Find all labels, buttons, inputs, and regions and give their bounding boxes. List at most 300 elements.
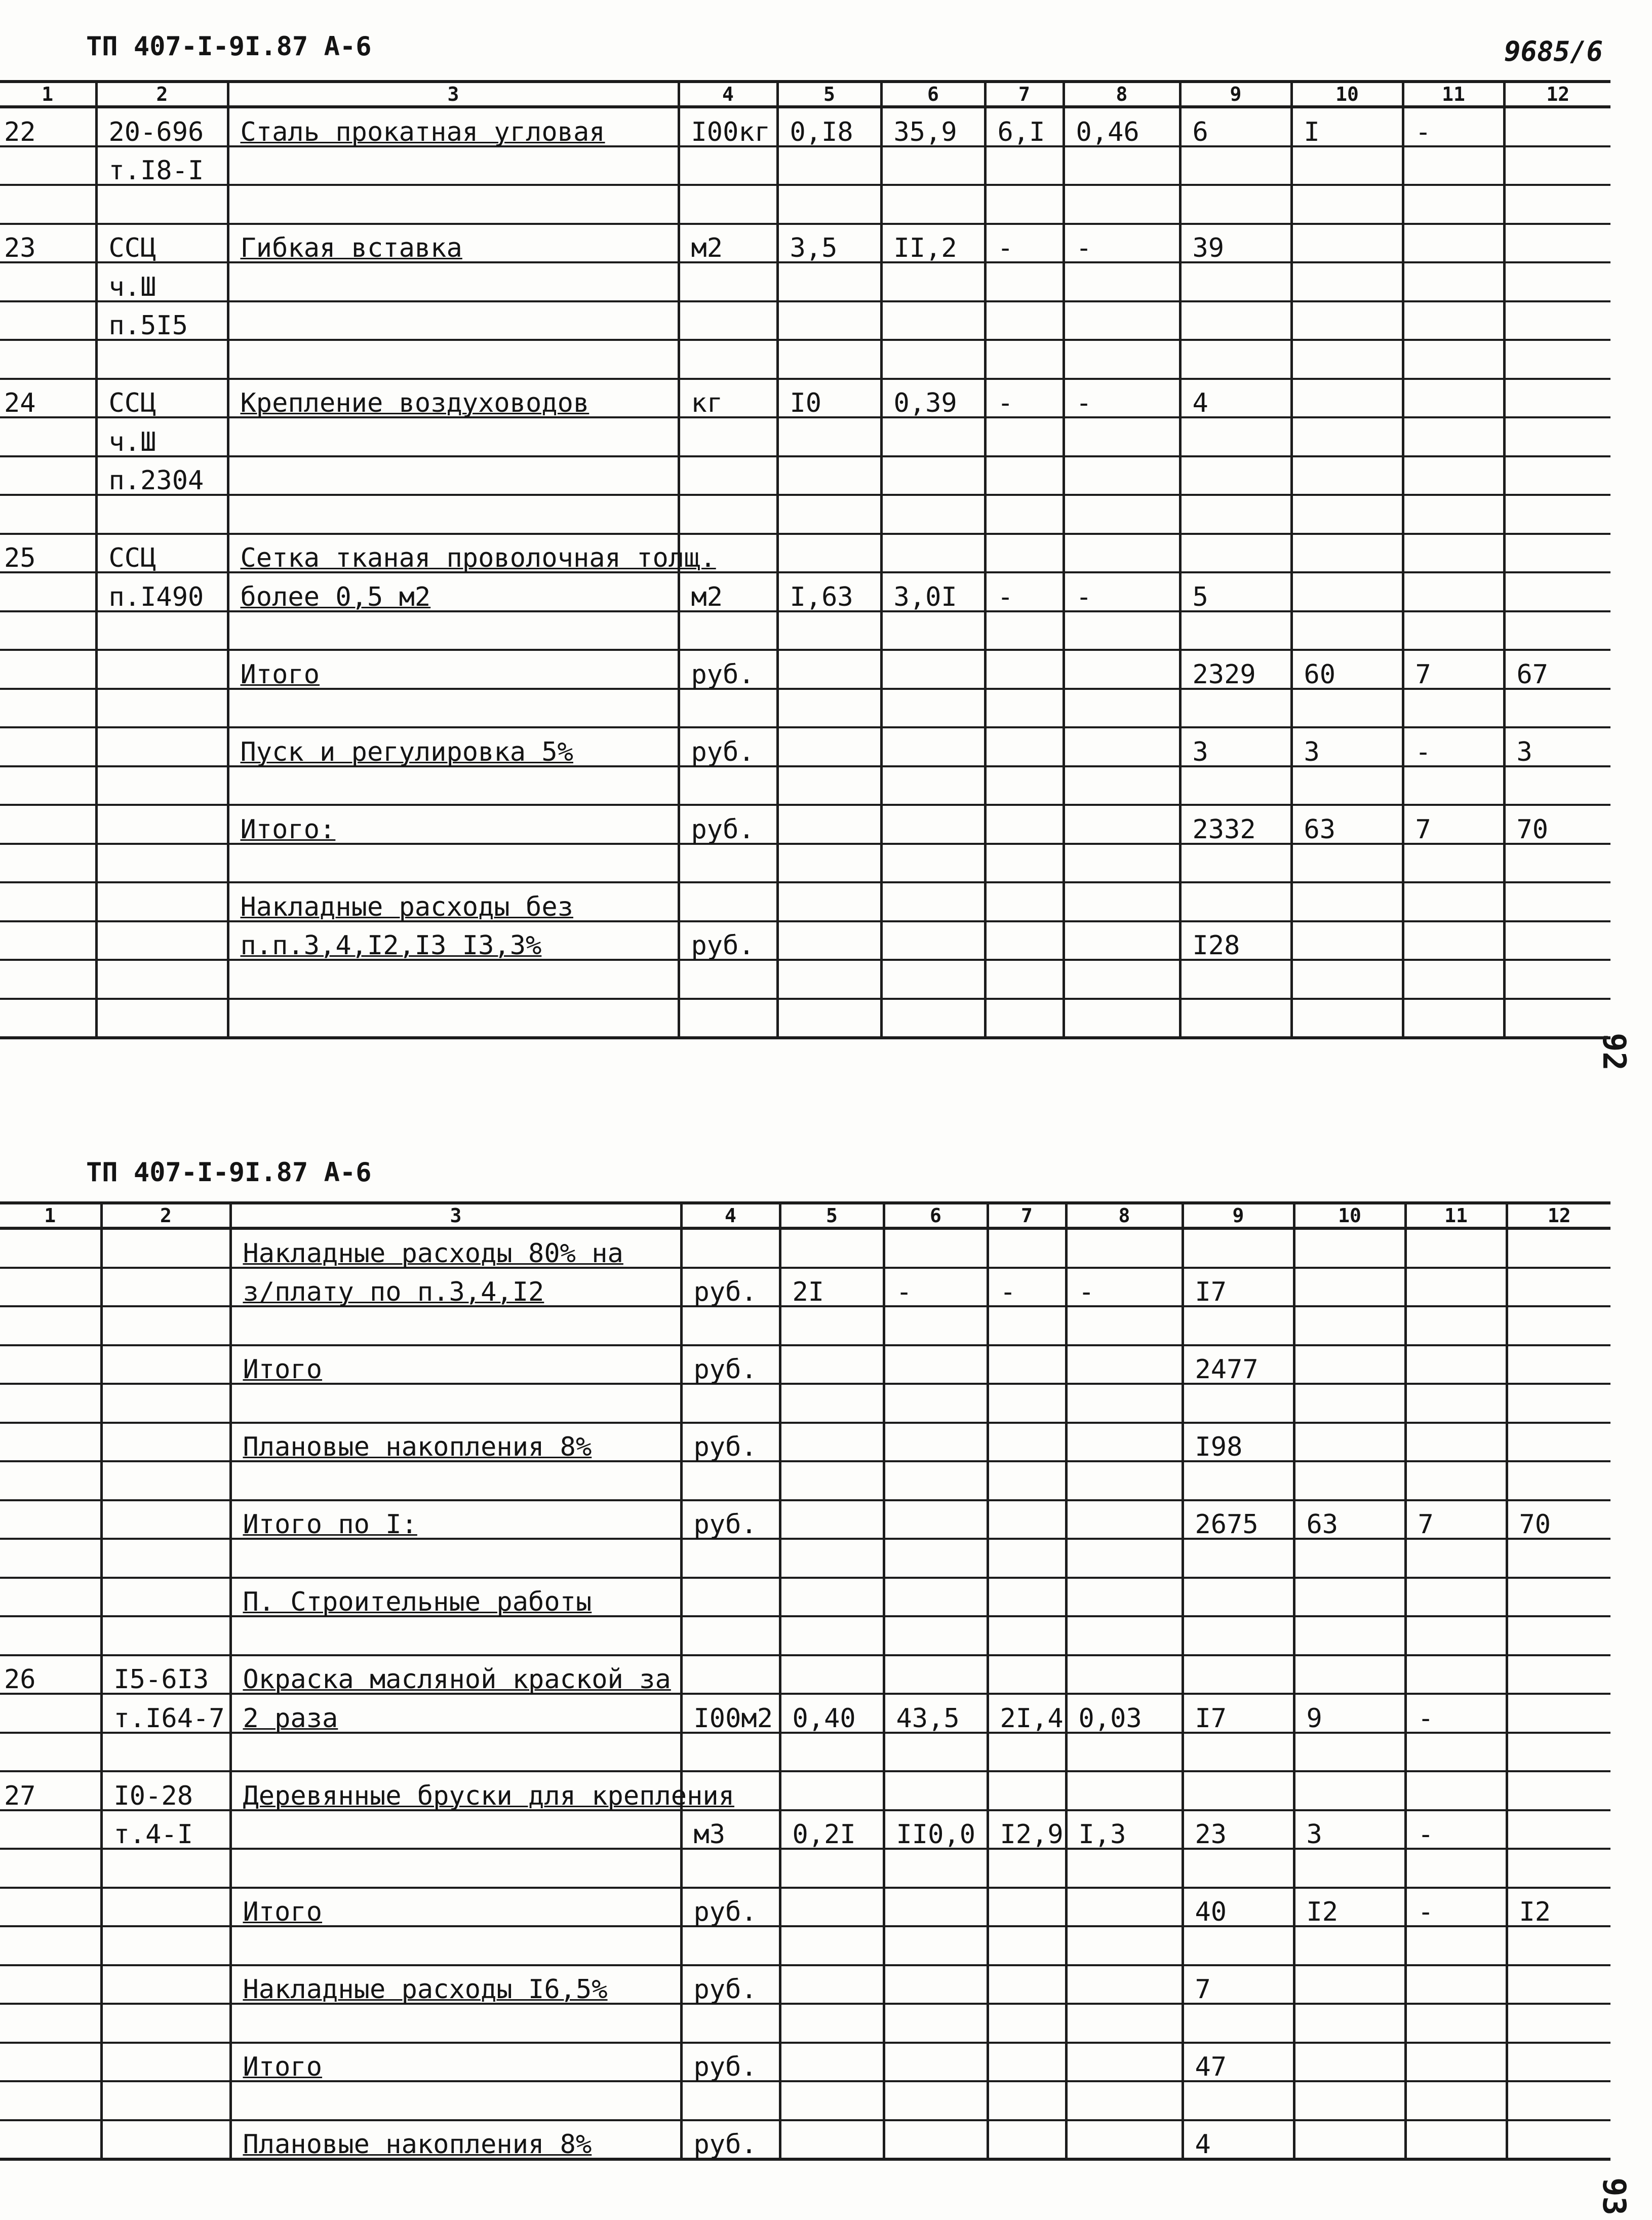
table-cell: Окраска масляной краской за — [230, 1655, 681, 1694]
column-number-4: 4 — [679, 82, 777, 107]
table-cell — [1403, 921, 1504, 960]
table-cell — [1064, 999, 1180, 1038]
table-cell — [777, 611, 881, 650]
table-cell — [1183, 2081, 1294, 2120]
table-cell — [1180, 960, 1291, 999]
table-row — [0, 146, 1610, 185]
table-cell — [1507, 1345, 1610, 1384]
table-cell — [777, 534, 881, 573]
table-cell — [1504, 689, 1610, 728]
table-cell — [681, 1461, 780, 1500]
table-cell — [1405, 1423, 1507, 1462]
table-cell — [1294, 1228, 1405, 1268]
table-cell — [1291, 146, 1403, 185]
table-cell — [1504, 185, 1610, 224]
table-cell — [228, 185, 679, 224]
table-cell — [1294, 1926, 1405, 1965]
table-cell — [777, 146, 881, 185]
table-row — [0, 185, 1610, 224]
table-cell — [1066, 1733, 1183, 1772]
table-row — [0, 1655, 1610, 1694]
table-cell: ч.Ш — [96, 417, 228, 456]
table-cell: 5 — [1180, 572, 1291, 611]
table-cell: Плановые накопления 8% — [230, 2120, 681, 2160]
table-cell — [1294, 1733, 1405, 1772]
table-cell — [988, 1578, 1066, 1617]
table-cell — [1504, 766, 1610, 805]
table-row — [0, 1461, 1610, 1500]
table-cell: 3 — [1291, 727, 1403, 766]
table-cell — [988, 1539, 1066, 1578]
table-cell — [1183, 1539, 1294, 1578]
table-cell — [1180, 611, 1291, 650]
table-cell — [1507, 2120, 1610, 2160]
table-cell: 4 — [1183, 2120, 1294, 2160]
table-cell: 2 раза — [230, 1694, 681, 1733]
table-cell: - — [1405, 1694, 1507, 1733]
table-cell — [0, 960, 96, 999]
table-cell — [96, 340, 228, 379]
table-cell — [1294, 1461, 1405, 1500]
table-cell — [1183, 1733, 1294, 1772]
table-cell — [780, 1306, 884, 1345]
table-cell — [884, 1228, 988, 1268]
table-cell — [228, 611, 679, 650]
column-number-3: 3 — [228, 82, 679, 107]
table-cell: 23 — [4, 233, 36, 263]
table-cell — [1294, 1771, 1405, 1810]
table-cell — [0, 805, 96, 844]
table-cell — [1064, 262, 1180, 301]
table-cell — [1507, 1384, 1610, 1423]
table-cell — [985, 766, 1064, 805]
table-cell — [1507, 1539, 1610, 1578]
table-cell — [1066, 1306, 1183, 1345]
table-cell — [1504, 534, 1610, 573]
table-cell — [228, 495, 679, 534]
table-cell — [884, 1849, 988, 1888]
sheet2-side-number: 93 — [1595, 2177, 1633, 2215]
table-cell — [985, 146, 1064, 185]
column-number-2: 2 — [96, 82, 228, 107]
table-cell — [884, 1733, 988, 1772]
table-cell — [1064, 844, 1180, 883]
table-cell — [101, 2081, 230, 2120]
table-cell — [1294, 1849, 1405, 1888]
table-cell — [681, 1306, 780, 1345]
table-cell — [881, 844, 985, 883]
column-number-6: 6 — [881, 82, 985, 107]
table-cell: П. Строительные работы — [230, 1578, 681, 1617]
table-cell — [1291, 572, 1403, 611]
table-cell — [0, 1888, 101, 1927]
table-cell — [1405, 1461, 1507, 1500]
table-cell — [1507, 1268, 1610, 1307]
table-cell — [780, 1423, 884, 1462]
table-cell: - — [1064, 224, 1180, 263]
table-cell — [1405, 2004, 1507, 2043]
table-cell — [681, 1849, 780, 1888]
table-cell — [881, 417, 985, 456]
table-cell: руб. — [679, 921, 777, 960]
table-cell: 0,03 — [1066, 1694, 1183, 1733]
table-cell — [228, 417, 679, 456]
table-cell — [228, 146, 679, 185]
table-cell — [1180, 534, 1291, 573]
table-cell — [101, 1500, 230, 1539]
table-cell — [0, 999, 96, 1038]
table-cell — [0, 1345, 101, 1384]
column-number-9: 9 — [1183, 1203, 1294, 1228]
table-cell — [1294, 1306, 1405, 1345]
table-row — [0, 1228, 1610, 1268]
table-row — [0, 650, 1610, 689]
table-cell: 6 — [1180, 107, 1291, 146]
table-cell — [884, 1306, 988, 1345]
table-cell: п.2304 — [96, 456, 228, 495]
table-cell — [1066, 2004, 1183, 2043]
table-cell — [1504, 379, 1610, 418]
table-cell — [780, 1733, 884, 1772]
table-cell — [881, 301, 985, 340]
column-number-12: 12 — [1504, 82, 1610, 107]
table-cell — [679, 844, 777, 883]
table-cell — [780, 1461, 884, 1500]
table-cell — [228, 340, 679, 379]
table-cell: 2I,4 — [988, 1694, 1066, 1733]
table-cell: I7 — [1183, 1694, 1294, 1733]
table-cell — [230, 1539, 681, 1578]
table-cell — [988, 1384, 1066, 1423]
table-cell: - — [1405, 1888, 1507, 1927]
table-cell — [884, 1500, 988, 1539]
table-cell — [881, 727, 985, 766]
table-cell — [1403, 960, 1504, 999]
table-cell — [1405, 1655, 1507, 1694]
table-row — [0, 1888, 1610, 1927]
table-cell: 7 — [1405, 1500, 1507, 1539]
table-row — [0, 1810, 1610, 1849]
table-cell — [777, 727, 881, 766]
table-cell: 0,46 — [1064, 107, 1180, 146]
table-cell: I28 — [1180, 921, 1291, 960]
table-cell — [780, 1849, 884, 1888]
table-cell — [1507, 1423, 1610, 1462]
table-cell — [1405, 1345, 1507, 1384]
table-cell — [777, 340, 881, 379]
table-cell — [1294, 1384, 1405, 1423]
table-cell — [884, 2081, 988, 2120]
table-cell — [1504, 572, 1610, 611]
column-number-8: 8 — [1066, 1203, 1183, 1228]
table-cell: 0,I8 — [777, 107, 881, 146]
table-cell — [1180, 146, 1291, 185]
column-number-2: 2 — [101, 1203, 230, 1228]
column-number-7: 7 — [988, 1203, 1066, 1228]
table-cell — [1403, 456, 1504, 495]
table-cell: Деревянные бруски для крепления — [230, 1771, 681, 1810]
table-cell — [0, 146, 96, 185]
table-cell — [1504, 495, 1610, 534]
table-cell — [985, 301, 1064, 340]
table-cell — [1294, 1345, 1405, 1384]
table-cell — [780, 2081, 884, 2120]
table-cell — [1066, 1578, 1183, 1617]
table-cell — [1294, 1578, 1405, 1617]
table-cell — [1064, 417, 1180, 456]
table-cell — [1405, 2120, 1507, 2160]
table-cell — [1291, 534, 1403, 573]
table-cell — [1291, 262, 1403, 301]
table-cell — [0, 1423, 101, 1462]
table-cell — [1183, 1771, 1294, 1810]
sheet2-code: ТП 407-I-9I.87 А-6 — [86, 1157, 372, 1188]
table-cell: 7 — [1403, 805, 1504, 844]
table-row — [0, 1423, 1610, 1462]
table-cell — [681, 1228, 780, 1268]
table-cell — [1403, 766, 1504, 805]
table-cell — [101, 1539, 230, 1578]
table-cell: 25 — [4, 543, 36, 573]
table-cell — [1291, 456, 1403, 495]
table-cell — [985, 689, 1064, 728]
table-cell — [985, 495, 1064, 534]
table-cell — [777, 999, 881, 1038]
table-cell — [780, 1655, 884, 1694]
table-row — [0, 766, 1610, 805]
table-cell — [0, 495, 96, 534]
table-row — [0, 340, 1610, 379]
table-cell — [1403, 495, 1504, 534]
table-cell — [780, 1539, 884, 1578]
table-cell — [1507, 1733, 1610, 1772]
table-cell: з/плату по п.3,4,I2 — [230, 1268, 681, 1307]
table-cell — [0, 2043, 101, 2082]
table-cell — [679, 882, 777, 921]
table-cell — [96, 882, 228, 921]
table-cell: ССЦ — [96, 379, 228, 418]
table-cell: II0,0 — [884, 1810, 988, 1849]
table-cell — [96, 611, 228, 650]
table-cell — [780, 1616, 884, 1655]
table-cell — [1507, 2043, 1610, 2082]
table-cell — [1294, 1965, 1405, 2004]
table-cell — [777, 301, 881, 340]
table-cell: руб. — [681, 2120, 780, 2160]
table-cell — [1294, 2004, 1405, 2043]
table-row — [0, 572, 1610, 611]
table-cell — [985, 185, 1064, 224]
table-cell: Накладные расходы 80% на — [230, 1228, 681, 1268]
table-cell — [884, 2004, 988, 2043]
table-row — [0, 689, 1610, 728]
table-cell — [1064, 456, 1180, 495]
table-cell: ч.Ш — [96, 262, 228, 301]
table-cell: Накладные расходы I6,5% — [230, 1965, 681, 2004]
table-cell — [1507, 1965, 1610, 2004]
table-cell — [1504, 844, 1610, 883]
table-cell — [1507, 1306, 1610, 1345]
table-cell — [0, 456, 96, 495]
table-cell — [1066, 1616, 1183, 1655]
table-cell — [1405, 1926, 1507, 1965]
table-cell — [1064, 960, 1180, 999]
table-cell — [1405, 1578, 1507, 1617]
table-cell — [988, 1500, 1066, 1539]
table-cell — [780, 1926, 884, 1965]
table-cell: Гибкая вставка — [228, 224, 679, 263]
table-row — [0, 1500, 1610, 1539]
table-row — [0, 456, 1610, 495]
table-cell — [0, 1578, 101, 1617]
table-cell — [1064, 146, 1180, 185]
table-cell — [230, 2081, 681, 2120]
table-cell — [101, 1423, 230, 1462]
table-cell — [985, 650, 1064, 689]
table-cell: 22 — [4, 116, 36, 147]
table-cell — [780, 1345, 884, 1384]
table-cell — [1507, 1694, 1610, 1733]
table-cell — [1403, 611, 1504, 650]
table-cell: руб. — [681, 1423, 780, 1462]
table-cell — [1291, 689, 1403, 728]
column-number-11: 11 — [1403, 82, 1504, 107]
table-cell: - — [1403, 727, 1504, 766]
table-cell — [96, 727, 228, 766]
table-cell — [1066, 2120, 1183, 2160]
table-cell — [1504, 417, 1610, 456]
table-cell: 9 — [1294, 1694, 1405, 1733]
table-cell: - — [1066, 1268, 1183, 1307]
column-number-3: 3 — [230, 1203, 681, 1228]
table-cell: т.I64-7 — [101, 1694, 230, 1733]
table-cell: 47 — [1183, 2043, 1294, 2082]
table-cell: 3,5 — [777, 224, 881, 263]
table-cell: I2 — [1507, 1888, 1610, 1927]
table-cell — [1294, 2120, 1405, 2160]
table-cell: Сталь прокатная угловая — [228, 107, 679, 146]
table-cell — [1403, 882, 1504, 921]
table-cell — [1403, 224, 1504, 263]
table-row — [0, 1849, 1610, 1888]
table-cell — [1064, 689, 1180, 728]
table-cell — [1183, 1849, 1294, 1888]
table-cell: 6,I — [985, 107, 1064, 146]
table-cell — [0, 727, 96, 766]
table-cell — [0, 340, 96, 379]
table-cell — [1507, 1771, 1610, 1810]
table-row — [0, 224, 1610, 263]
table-cell — [985, 456, 1064, 495]
table-cell: п.п.3,4,I2,I3 I3,3% — [228, 921, 679, 960]
table-cell — [1504, 611, 1610, 650]
table-cell — [881, 340, 985, 379]
table-cell — [777, 185, 881, 224]
table-row — [0, 727, 1610, 766]
table-cell — [0, 1616, 101, 1655]
table-cell: 0,39 — [881, 379, 985, 418]
table-cell: 3 — [1294, 1810, 1405, 1849]
table-cell: - — [884, 1268, 988, 1307]
table-cell — [230, 1810, 681, 1849]
table-cell — [1291, 999, 1403, 1038]
table-cell — [988, 1616, 1066, 1655]
table-cell — [1066, 1849, 1183, 1888]
table-cell — [777, 417, 881, 456]
table-cell — [101, 1578, 230, 1617]
table-cell — [1294, 1268, 1405, 1307]
table-cell — [228, 689, 679, 728]
sheet1-table — [0, 80, 1610, 1039]
table-cell: 23 — [1183, 1810, 1294, 1849]
table-cell — [681, 1926, 780, 1965]
table-cell — [1064, 727, 1180, 766]
table-cell — [101, 1965, 230, 2004]
table-cell: руб. — [681, 1888, 780, 1927]
table-cell — [780, 1500, 884, 1539]
table-cell: I0-28 — [101, 1771, 230, 1810]
table-cell — [881, 960, 985, 999]
table-cell — [228, 844, 679, 883]
table-cell — [1066, 1423, 1183, 1462]
table-cell — [1507, 1926, 1610, 1965]
table-cell: I00м2 — [681, 1694, 780, 1733]
table-row — [0, 301, 1610, 340]
table-cell: - — [1064, 379, 1180, 418]
table-row — [0, 2043, 1610, 2082]
table-cell: Итого: — [228, 805, 679, 844]
table-cell — [988, 1423, 1066, 1462]
table-cell — [679, 960, 777, 999]
table-cell — [884, 1384, 988, 1423]
table-cell — [681, 1616, 780, 1655]
table-cell — [884, 1655, 988, 1694]
table-cell — [1291, 301, 1403, 340]
table-cell — [96, 650, 228, 689]
table-cell — [101, 2004, 230, 2043]
table-cell — [881, 999, 985, 1038]
table-row — [0, 999, 1610, 1038]
table-cell — [1183, 1578, 1294, 1617]
table-cell — [1294, 1616, 1405, 1655]
table-cell — [780, 2043, 884, 2082]
table-cell — [1064, 495, 1180, 534]
table-cell: 27 — [4, 1780, 36, 1811]
table-cell: 40 — [1183, 1888, 1294, 1927]
table-cell — [0, 1228, 101, 1268]
table-cell — [780, 1384, 884, 1423]
table-cell — [1507, 1810, 1610, 1849]
table-cell — [230, 1306, 681, 1345]
table-cell: I7 — [1183, 1268, 1294, 1307]
table-cell — [1504, 921, 1610, 960]
table-cell — [1066, 1384, 1183, 1423]
table-cell — [1180, 417, 1291, 456]
table-cell: п.5I5 — [96, 301, 228, 340]
table-cell — [0, 1849, 101, 1888]
table-cell — [1180, 882, 1291, 921]
table-row — [0, 1306, 1610, 1345]
table-row — [0, 262, 1610, 301]
table-cell — [884, 1345, 988, 1384]
table-cell — [0, 882, 96, 921]
table-cell: ССЦ — [96, 534, 228, 573]
table-cell — [101, 1888, 230, 1927]
table-cell — [777, 844, 881, 883]
table-cell — [679, 301, 777, 340]
table-cell — [1405, 1306, 1507, 1345]
table-cell: - — [985, 572, 1064, 611]
